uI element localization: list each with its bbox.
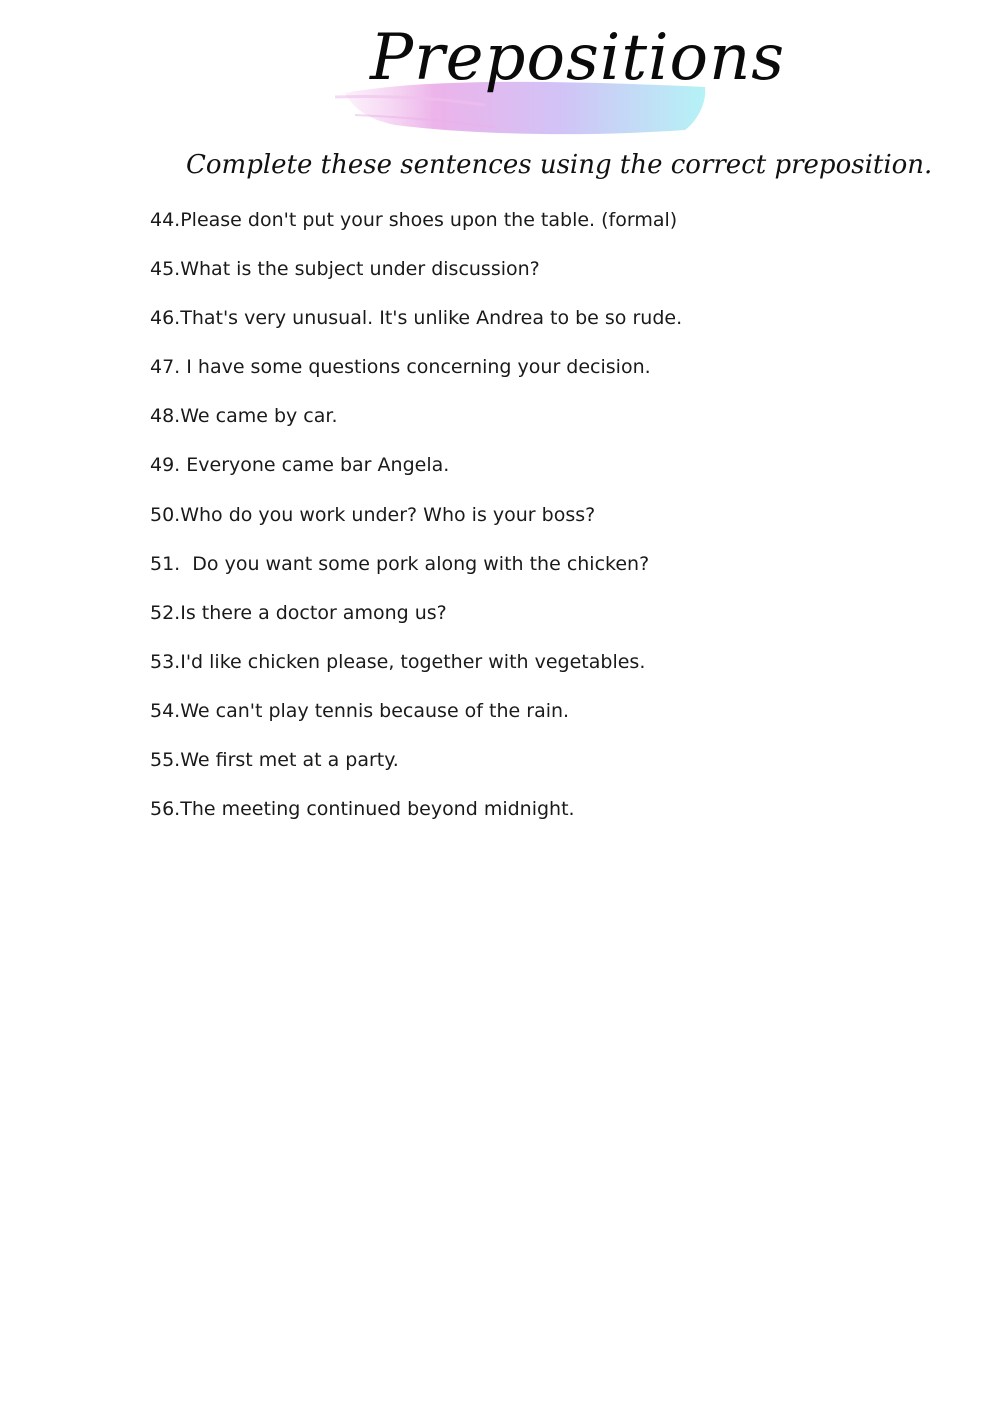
- sentence-number: 54.: [150, 699, 181, 722]
- sentence-item: [150, 303, 870, 352]
- sentence-number: 52.: [150, 601, 181, 624]
- sentence-number: 44.: [150, 209, 181, 231]
- sentence-item: [150, 352, 870, 401]
- sentence-number: 53.: [150, 650, 181, 673]
- sentence-number: 45.: [150, 258, 181, 281]
- sentence-number: 46.: [150, 307, 181, 330]
- sentence-number: 51.: [150, 552, 181, 575]
- sentence-item: [150, 450, 870, 499]
- sentence-text: Please don't put your shoes upon the table. (formal): [180, 209, 678, 231]
- sentence-number: 49.: [150, 454, 181, 477]
- title-block: [330, 20, 786, 130]
- sentence-item: [150, 500, 870, 549]
- sentence-item: [150, 205, 870, 254]
- sentence-text: Who do you work under? Who is your boss?: [180, 503, 596, 526]
- sentence-number: 50.: [150, 503, 181, 526]
- sentence-number: 56.: [150, 798, 181, 821]
- page-title: Prepositions: [370, 21, 786, 95]
- sentence-item: [150, 598, 870, 647]
- sentence-text: Do you want some pork along with the chicken?: [180, 552, 650, 575]
- sentence-text: I'd like chicken please, together with vegetables.: [180, 650, 646, 673]
- sentence-item: [150, 794, 870, 843]
- sentence-number: 48.: [150, 405, 181, 428]
- sentence-number: 55.: [150, 749, 181, 772]
- sentence-item: [150, 647, 870, 696]
- sentence-text: Everyone came bar Angela.: [180, 454, 450, 477]
- sentence-item: [150, 549, 870, 598]
- sentence-text: What is the subject under discussion?: [180, 258, 540, 281]
- sentence-list: [150, 205, 870, 843]
- sentence-item: [150, 254, 870, 303]
- sentence-text: That's very unusual. It's unlike Andrea to be so rude.: [180, 307, 683, 330]
- sentence-text: We first met at a party.: [180, 749, 399, 772]
- sentence-text: We came by car.: [180, 405, 338, 428]
- sentence-text: Is there a doctor among us?: [180, 601, 447, 624]
- sentence-text: The meeting continued beyond midnight.: [180, 798, 575, 821]
- sentence-text: I have some questions concerning your decision.: [180, 356, 651, 379]
- sentence-number: 47.: [150, 356, 181, 379]
- sentence-item: [150, 745, 870, 794]
- sentence-item: [150, 401, 870, 450]
- instruction-text: Complete these sentences using the correct preposition.: [186, 150, 933, 180]
- sentence-item: [150, 696, 870, 745]
- sentence-text: We can't play tennis because of the rain.: [180, 699, 570, 722]
